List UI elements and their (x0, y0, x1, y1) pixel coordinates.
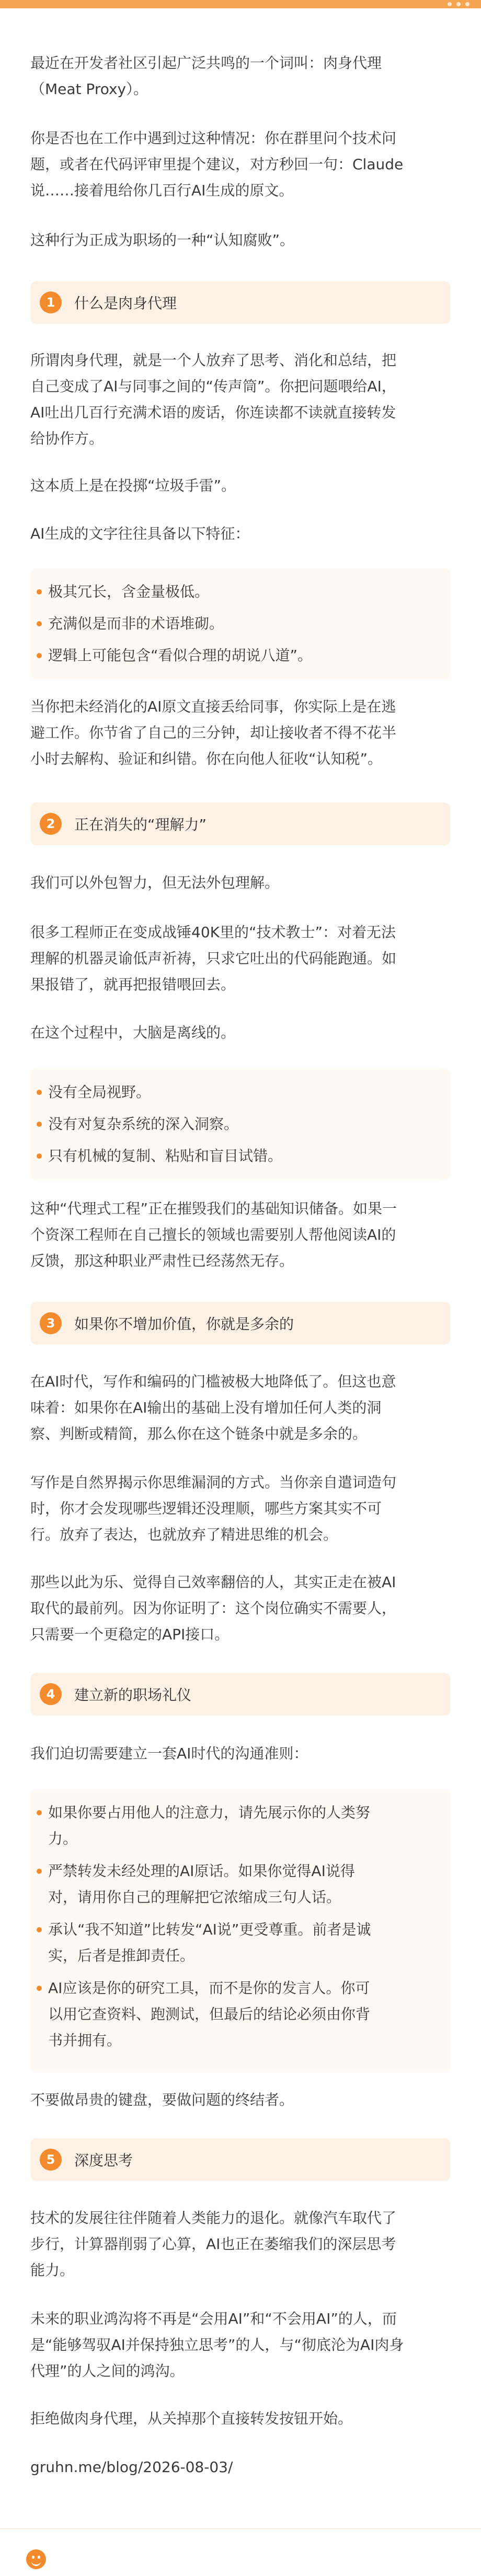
s1-paragraph-2: 这本质上是在投掷“垃圾手雷”。 (30, 477, 236, 494)
intro-paragraph-1: 最近在开发者社区引起广泛共鸣的一个词叫：肉身代理 （Meat Proxy）。 (30, 54, 382, 98)
section-header-4 (30, 1673, 451, 1716)
intro-paragraph-3: 这种行为正成为职场的一种“认知腐败”。 (30, 231, 295, 249)
bottom-bar (0, 2528, 481, 2576)
top-accent-bar (0, 0, 481, 8)
list-item: 严禁转发未经处理的AI原话。如果你觉得AI说得 对，请用你自己的理解把它浓缩成三句人话。 (48, 1858, 430, 1910)
section-title: 建立新的职场礼仪 (74, 1686, 192, 1704)
list-item: AI应该是你的研究工具，而不是你的发言人。你可 以用它查资料、跑测试，但最后的结论必须由你背 书并拥有。 (48, 1975, 430, 2054)
smiley-icon[interactable] (26, 2549, 46, 2569)
section-title: 什么是肉身代理 (74, 295, 177, 312)
s1-paragraph-4: 当你把未经消化的AI原文直接丢给同事，你实际上是在逃 避工作。你节省了自己的三分钟，却让接收者不得不花半 小时去解构、验证和纠错。你在向他人征收“认知税”。 (30, 698, 397, 767)
bullet-dot-icon (37, 589, 42, 595)
s2-paragraph-1: 我们可以外包智力，但无法外包理解。 (30, 874, 280, 891)
bullet-dot-icon (37, 1927, 42, 1932)
s4-paragraph-1: 我们迫切需要建立一套AI时代的沟通准则： (30, 1745, 308, 1762)
s4-bullet-box (30, 1789, 451, 2072)
bullet-dot-icon (37, 1810, 42, 1815)
section-header-2 (30, 802, 451, 845)
s4-paragraph-2: 不要做昂贵的键盘，要做问题的终结者。 (30, 2091, 294, 2108)
section-title: 深度思考 (74, 2152, 133, 2169)
section-number-badge: 3 (40, 1312, 62, 1334)
bullet-dot-icon (37, 1986, 42, 1991)
s5-paragraph-1: 技术的发展往往伴随着人类能力的退化。就像汽车取代了 步行，计算器削弱了心算，AI也正在萎缩我们的深层思考 能力。 (30, 2209, 397, 2279)
list-item: 逻辑上可能包含“看似合理的胡说八道”。 (48, 643, 430, 669)
section-number-badge: 4 (40, 1683, 62, 1705)
s2-paragraph-2: 很多工程师正在变成战锤40K里的“技术教士”：对着无法 理解的机器灵谕低声祈祷，只求它吐出的代码能跑通。如 果报错了，就再把报错喂回去。 (30, 924, 397, 993)
section-header-3 (30, 1302, 451, 1345)
section-title: 如果你不增加价值，你就是多余的 (74, 1315, 294, 1333)
mouth-icon (31, 2559, 41, 2566)
section-number-badge: 2 (40, 813, 62, 835)
window-dots (448, 2, 469, 6)
section-header-5 (30, 2138, 451, 2181)
list-item: 极其冗长，含金量极低。 (48, 579, 430, 605)
s2-bullet-box (30, 1069, 451, 1180)
bullet-dot-icon (37, 1122, 42, 1127)
s2-paragraph-4: 这种“代理式工程”正在摧毁我们的基础知识储备。如果一 个资深工程师在自己擅长的领域也需要别人帮他阅读AI的 反馈，那这种职业严肃性已经荡然无存。 (30, 1200, 397, 1269)
s3-paragraph-2: 写作是自然界揭示你思维漏洞的方式。当你亲自遣词造句 时，你才会发现哪些逻辑还没理顺，哪些方案其实不可 行。放弃了表达，也就放弃了精进思维的机会。 (30, 1474, 397, 1543)
section-header-1 (30, 281, 451, 324)
source-link[interactable]: gruhn.me/blog/2026-08-03/ (30, 2458, 233, 2476)
list-item: 没有对复杂系统的深入洞察。 (48, 1111, 430, 1137)
intro-paragraph-2: 你是否也在工作中遇到过这种情况：你在群里问个技术问 题，或者在代码评审里提个建议，对方秒回一句：Claude 说……接着甩给你几百行AI生成的原文。 (30, 130, 404, 199)
bullet-dot-icon (37, 621, 42, 626)
s1-paragraph-3: AI生成的文字往往具备以下特征： (30, 525, 250, 542)
bullet-dot-icon (37, 1090, 42, 1095)
list-item: 没有全局视野。 (48, 1079, 430, 1105)
s5-paragraph-3: 拒绝做肉身代理，从关掉那个直接转发按钮开始。 (30, 2410, 353, 2427)
s3-paragraph-1: 在AI时代，写作和编码的门槛被极大地降低了。但这也意 味着：如果你在AI输出的基础上没有增加任何人类的洞 察、判断或精简，那么你在这个链条中就是多余的。 (30, 1373, 396, 1442)
bullet-dot-icon (37, 1153, 42, 1159)
section-number-badge: 1 (40, 292, 62, 313)
bullet-dot-icon (37, 653, 42, 658)
section-title: 正在消失的“理解力” (74, 816, 207, 833)
list-item: 充满似是而非的术语堆砌。 (48, 611, 430, 637)
section-number-badge: 5 (40, 2149, 62, 2171)
dot-icon (465, 2, 469, 6)
dot-icon (448, 2, 452, 6)
s3-paragraph-3: 那些以此为乐、觉得自己效率翻倍的人，其实正走在被AI 取代的最前列。因为你证明了：这个岗位确实不需要人， 只需要一个更稳定的API接口。 (30, 1573, 397, 1643)
s2-paragraph-3: 在这个过程中，大脑是离线的。 (30, 1024, 236, 1041)
list-item: 只有机械的复制、粘贴和盲目试错。 (48, 1143, 430, 1169)
list-item: 如果你要占用他人的注意力，请先展示你的人类努 力。 (48, 1800, 430, 1852)
eye-icon (32, 2556, 35, 2559)
list-item: 承认“我不知道”比转发“AI说”更受尊重。前者是诚 实，后者是推卸责任。 (48, 1917, 430, 1969)
bullet-dot-icon (37, 1869, 42, 1874)
s1-paragraph-1: 所谓肉身代理，就是一个人放弃了思考、消化和总结，把 自己变成了AI与同事之间的“传声筒”。你把问题喂给AI， AI吐出几百行充满术语的废话，你连读都不读就直接转发 给协作方。 (30, 352, 397, 447)
s5-paragraph-2: 未来的职业鸿沟将不再是“会用AI”和“不会用AI”的人，而 是“能够驾驭AI并保持独立思考”的人，与“彻底沦为AI肉身 代理”的人之间的鸿沟。 (30, 2310, 404, 2380)
s1-bullet-box (30, 568, 451, 679)
eye-icon (38, 2556, 40, 2559)
dot-icon (456, 2, 461, 6)
